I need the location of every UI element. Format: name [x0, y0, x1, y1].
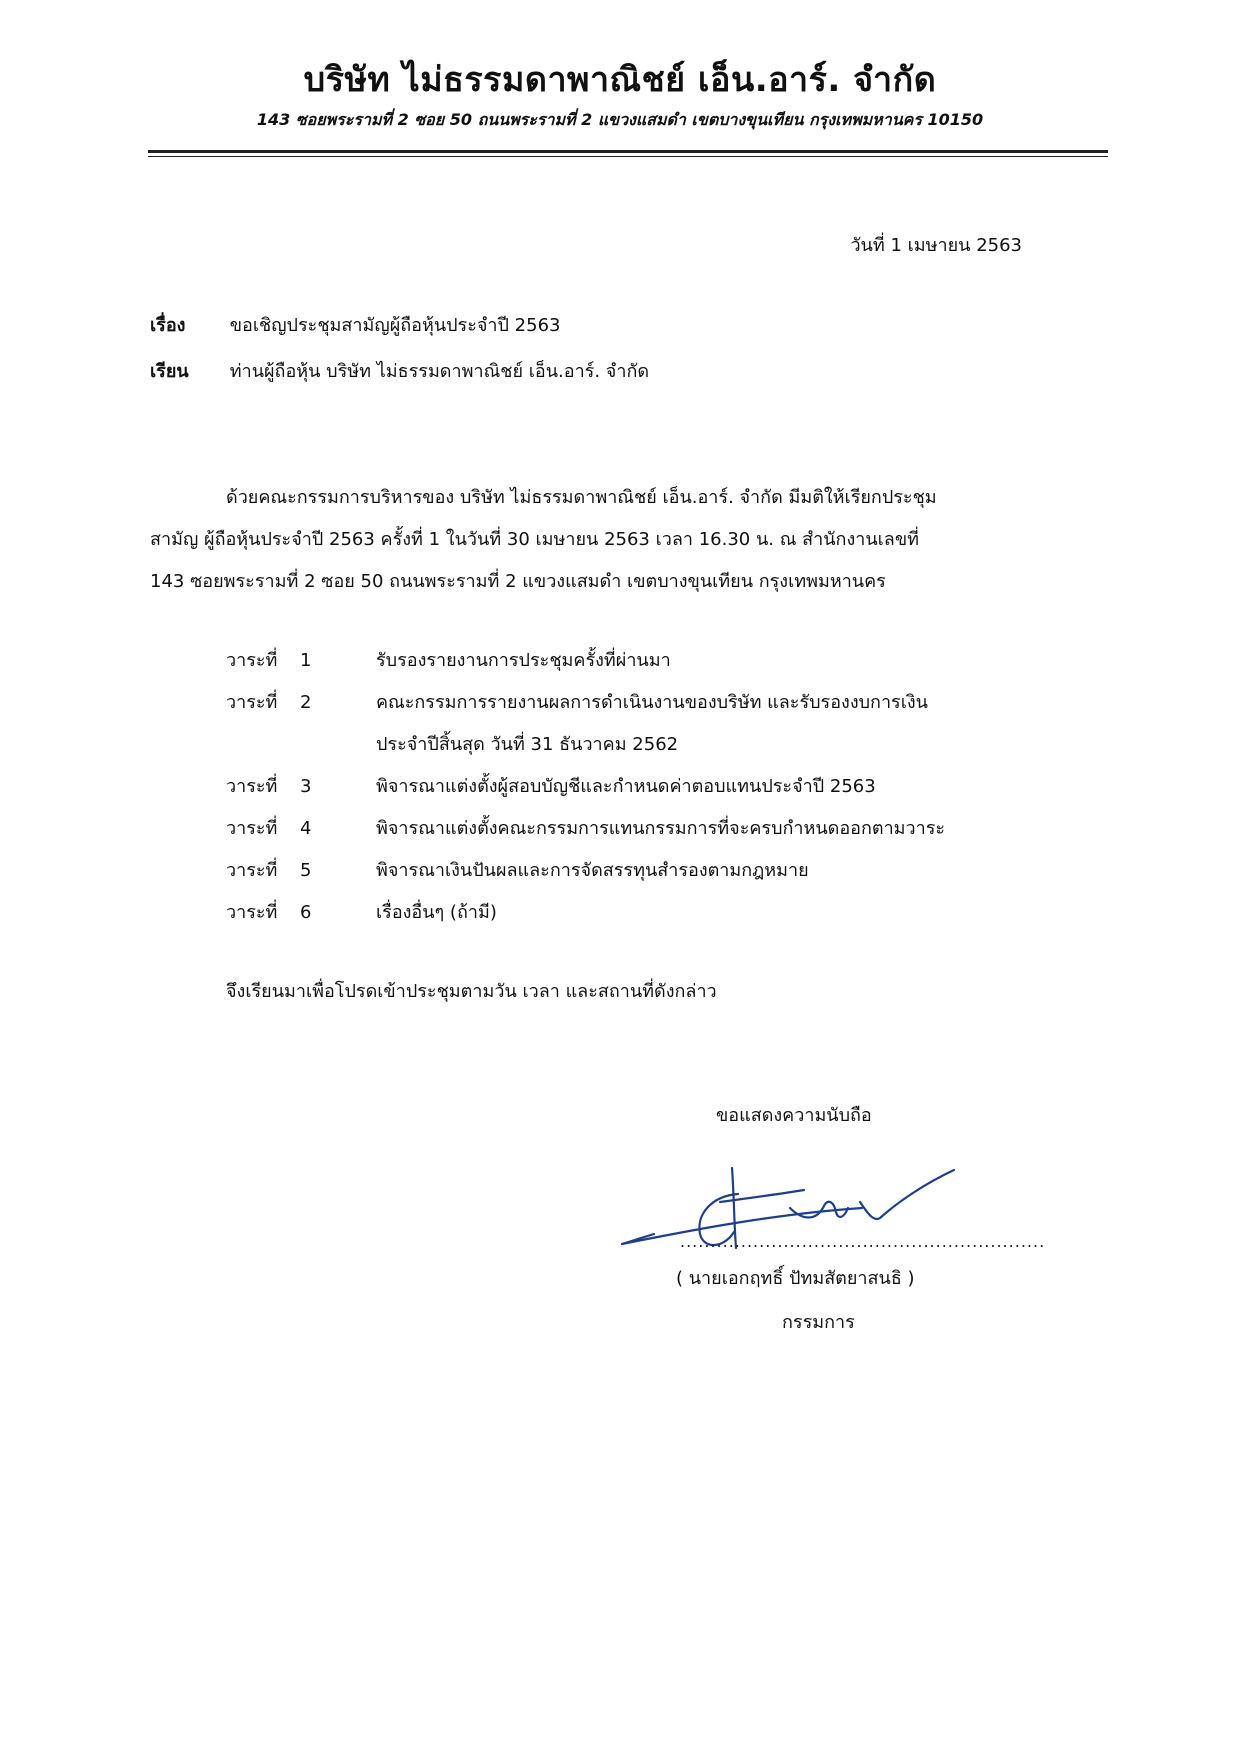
recipient-text: ท่านผู้ถือหุ้น บริษัท ไม่ธรรมดาพาณิชย์ เอ็น.อาร์. จำกัด	[229, 361, 650, 382]
agenda-number: 2	[300, 692, 312, 713]
body-paragraph	[150, 477, 1110, 603]
agenda-number: 1	[300, 650, 312, 671]
agenda-item	[226, 808, 1106, 850]
recipient-label: เรียน	[150, 361, 189, 382]
subject-label: เรื่อง	[150, 315, 186, 336]
letterhead-divider-thick	[148, 150, 1108, 153]
body-line: สามัญ ผู้ถือหุ้นประจำปี 2563 ครั้งที่ 1 ในวันที่ 30 เมษายน 2563 เวลา 16.30 น. ณ สำนักงานเลขที่	[150, 529, 919, 550]
agenda-text-continuation: ประจำปีสิ้นสุด วันที่ 31 ธันวาคม 2562	[376, 734, 679, 755]
agenda-text: รับรองรายงานการประชุมครั้งที่ผ่านมา	[376, 650, 671, 671]
agenda-item	[226, 682, 1106, 766]
signer-title: กรรมการ	[782, 1312, 855, 1333]
regards-text: ขอแสดงความนับถือ	[716, 1105, 872, 1126]
agenda-text: พิจารณาเงินปันผลและการจัดสรรทุนสำรองตามกฎหมาย	[376, 860, 809, 881]
body-line: 143 ซอยพระรามที่ 2 ซอย 50 ถนนพระรามที่ 2 แขวงแสมดำ เขตบางขุนเทียน กรุงเทพมหานคร	[150, 571, 886, 592]
agenda-item	[226, 892, 1106, 934]
body-line: ด้วยคณะกรรมการบริหารของ บริษัท ไม่ธรรมดาพาณิชย์ เอ็น.อาร์. จำกัด มีมติให้เรียกประชุม	[226, 487, 937, 508]
agenda-text: พิจารณาแต่งตั้งคณะกรรมการแทนกรรมการที่จะครบกำหนดออกตามวาระ	[376, 818, 946, 839]
recipient-row	[150, 356, 649, 385]
agenda-number: 4	[300, 818, 312, 839]
agenda-label: วาระที่	[226, 650, 278, 671]
agenda-text: คณะกรรมการรายงานผลการดำเนินงานของบริษัท และรับรองงบการเงิน	[376, 692, 928, 713]
agenda-number: 5	[300, 860, 312, 881]
agenda-number: 6	[300, 902, 312, 923]
agenda-label: วาระที่	[226, 692, 278, 713]
signature-line: ............................................................	[680, 1232, 1046, 1251]
agenda-text: เรื่องอื่นๆ (ถ้ามี)	[376, 902, 497, 923]
company-address: 143 ซอยพระรามที่ 2 ซอย 50 ถนนพระรามที่ 2 แขวงแสมดำ เขตบางขุนเทียน กรุงเทพมหานคร 10150	[256, 110, 984, 129]
agenda-label: วาระที่	[226, 818, 278, 839]
agenda-number: 3	[300, 776, 312, 797]
letter-date: วันที่ 1 เมษายน 2563	[850, 235, 1022, 256]
subject-text: ขอเชิญประชุมสามัญผู้ถือหุ้นประจำปี 2563	[229, 315, 561, 336]
agenda-text: พิจารณาแต่งตั้งผู้สอบบัญชีและกำหนดค่าตอบแทนประจำปี 2563	[376, 776, 876, 797]
subject-row	[150, 310, 561, 339]
letterhead-divider-thin	[148, 156, 1108, 157]
agenda-label: วาระที่	[226, 902, 278, 923]
closing-sentence: จึงเรียนมาเพื่อโปรดเข้าประชุมตามวัน เวลา และสถานที่ดังกล่าว	[226, 981, 717, 1002]
signer-name: ( นายเอกฤทธิ์ ปัทมสัตยาสนธิ )	[676, 1268, 915, 1289]
agenda-label: วาระที่	[226, 860, 278, 881]
agenda-item	[226, 850, 1106, 892]
agenda-item	[226, 640, 1106, 682]
agenda-label: วาระที่	[226, 776, 278, 797]
agenda-list	[226, 640, 1106, 934]
agenda-item	[226, 766, 1106, 808]
company-name: บริษัท ไม่ธรรมดาพาณิชย์ เอ็น.อาร์. จำกัด	[303, 60, 937, 100]
